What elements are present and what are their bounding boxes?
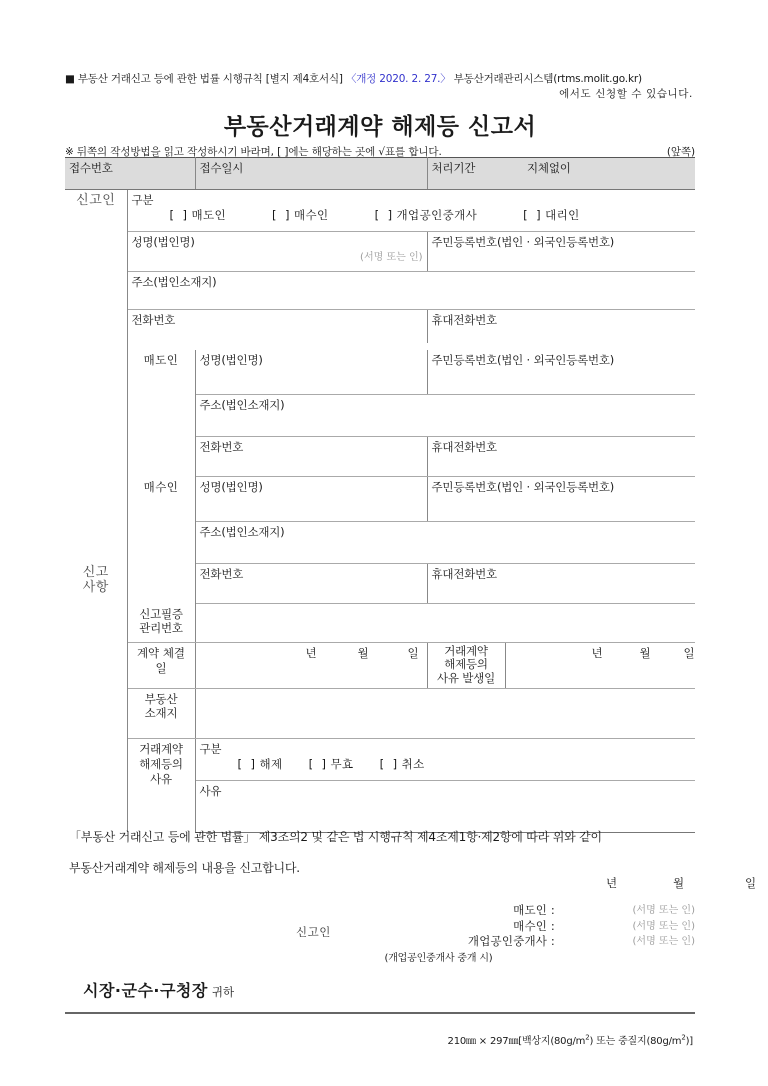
signature-agent-label: 개업공인중개사 :: [467, 934, 555, 948]
statement-date-year: 년: [606, 876, 618, 890]
checkbox-declarant-seller-label: 매도인: [191, 208, 226, 222]
seller-address-cell[interactable]: [195, 395, 695, 437]
cancel-date-label: [427, 642, 505, 688]
page-side-label: (앞쪽): [666, 146, 695, 158]
signature-seal-notes: [617, 903, 695, 950]
checkbox-declarant-proxy[interactable]: [ ] 대리인: [523, 208, 580, 222]
page-title: 부동산거래계약 해제등 신고서: [223, 114, 537, 140]
paper-spec-c: )]: [685, 1036, 693, 1047]
certificate-row: [65, 604, 695, 643]
checkbox-declarant-seller[interactable]: [ ] 매도인: [169, 208, 226, 222]
paper-spec-sup2: 2: [681, 1033, 686, 1042]
seller-name-label: 성명(법인명): [199, 353, 263, 367]
reason-type-options: [200, 757, 692, 772]
checkbox-declarant-proxy-label: 대리인: [545, 208, 580, 222]
processing-period-value: 지체없이: [505, 158, 695, 190]
declarant-id-cell[interactable]: [427, 232, 695, 272]
signature-seller-label: 매도인 :: [513, 903, 555, 917]
reason-type-label: 구분: [199, 741, 222, 756]
form-reference-line: [65, 72, 695, 87]
declarant-id-label: 주민등록번호(법인 · 외국인등록번호): [431, 235, 615, 249]
paper-spec-sup1: 2: [585, 1033, 590, 1042]
seller-name-row: [65, 350, 695, 395]
declaration-section-label-line1: 신고: [82, 565, 109, 580]
paper-spec: [65, 1032, 695, 1047]
contract-date-year: 년: [305, 645, 317, 660]
property-label-line1: 부동산: [144, 691, 178, 706]
seller-id-label: 주민등록번호(법인 · 외국인등록번호): [431, 353, 615, 367]
seller-phone-cell[interactable]: [195, 437, 427, 477]
checkbox-declarant-agent-label: 개업공인중개사: [396, 208, 478, 222]
seal-note-agent: (서명 또는 인): [632, 936, 695, 947]
checkbox-declarant-agent[interactable]: [ ] 개업공인중개사: [374, 208, 478, 222]
section-separator: [65, 343, 695, 350]
instruction-text: ※ 뒤쪽의 작성방법을 읽고 작성하시기 바라며, [ ]에는 해당하는 곳에 √표를 합니다.: [65, 146, 442, 158]
declarant-type-label: 구분: [131, 193, 154, 207]
declarant-type-row: [65, 190, 695, 232]
declarant-phone-row: [65, 310, 695, 344]
cancel-date-day: 일: [683, 645, 695, 660]
cancel-date-label-line2: 해제등의: [444, 657, 488, 671]
receipt-row: [65, 158, 695, 190]
seal-note-buyer: (서명 또는 인): [632, 920, 695, 932]
contract-date-month: 월: [357, 645, 369, 660]
seller-id-cell[interactable]: [427, 350, 695, 395]
statement-date: [65, 875, 757, 891]
cancel-date-label-line1: 거래계약: [444, 643, 488, 658]
declarant-address-cell[interactable]: [127, 272, 695, 310]
cancel-date-value-cell[interactable]: [505, 642, 695, 688]
certificate-label-line2: 관리번호: [139, 620, 183, 635]
seller-mobile-cell[interactable]: [427, 437, 695, 477]
buyer-name-row: [65, 477, 695, 522]
buyer-id-label: 주민등록번호(법인 · 외국인등록번호): [431, 480, 615, 494]
form-page: [65, 0, 757, 1086]
buyer-mobile-cell[interactable]: [427, 564, 695, 604]
buyer-id-cell[interactable]: [427, 477, 695, 522]
buyer-name-label: 성명(법인명): [199, 480, 263, 494]
reason-detail-label: 사유: [199, 783, 222, 798]
contract-date-day: 일: [407, 645, 419, 660]
statement-date-day: 일: [745, 876, 757, 890]
buyer-name-cell[interactable]: [195, 477, 427, 522]
property-label-line2: 소재지: [144, 705, 178, 720]
reason-type-cell: [195, 738, 695, 780]
contract-date-ymd: [200, 646, 423, 661]
certificate-label-line1: 신고필증: [139, 606, 183, 621]
buyer-phone-cell[interactable]: [195, 564, 427, 604]
signature-declarant-label: 신고인: [296, 925, 331, 939]
checkbox-reason-void-label: 무효: [330, 756, 354, 771]
property-value-cell[interactable]: [195, 688, 695, 738]
seller-name-cell[interactable]: [195, 350, 427, 395]
declarant-mobile-cell[interactable]: [427, 310, 695, 344]
buyer-mobile-label: 휴대전화번호: [431, 567, 497, 581]
declarant-type-cell: [127, 190, 695, 232]
addressee: [83, 978, 234, 1001]
signature-block: [65, 903, 695, 965]
receipt-number-label: 접수번호: [65, 158, 195, 190]
reason-type-row: [65, 738, 695, 780]
checkbox-reason-void[interactable]: [ ] 무효: [308, 756, 354, 771]
receipt-datetime-label: 접수일시: [195, 158, 427, 190]
declarant-type-options: [132, 208, 692, 223]
buyer-address-label: 주소(법인소재지): [199, 525, 285, 539]
reason-label-line1: 거래계약: [139, 741, 183, 756]
declarant-signature-note: (서명 또는 인): [360, 252, 423, 263]
declaration-section-label: [65, 350, 127, 832]
declarant-name-row: [65, 232, 695, 272]
declaration-section-label-line2: 사항: [82, 580, 109, 595]
reason-label: [127, 738, 195, 832]
legal-statement-line1: 「부동산 거래신고 등에 관한 법률」 제3조의2 및 같은 법 시행규칙 제4조제1항·제2항에 따라 위와 같이: [69, 830, 602, 844]
checkbox-reason-revoke[interactable]: [ ] 취소: [379, 756, 425, 771]
declarant-mobile-label: 휴대전화번호: [431, 313, 497, 327]
contract-date-label: 계약 체결일: [127, 642, 195, 688]
buyer-address-cell[interactable]: [195, 522, 695, 564]
declarant-name-cell[interactable]: [127, 232, 427, 272]
declarant-address-row: [65, 272, 695, 310]
buyer-phone-label: 전화번호: [199, 567, 244, 581]
certificate-label: [127, 604, 195, 643]
seller-phone-label: 전화번호: [199, 440, 244, 454]
seller-address-label: 주소(법인소재지): [199, 398, 285, 412]
form-table: [65, 157, 695, 833]
seal-note-seller: (서명 또는 인): [632, 905, 695, 916]
declarant-phone-label: 전화번호: [131, 313, 176, 327]
contract-date-value-cell[interactable]: [195, 642, 427, 688]
declarant-address-label: 주소(법인소재지): [131, 275, 217, 289]
paper-spec-b: ) 또는 중질지(80g/m: [589, 1036, 682, 1047]
reason-label-line3: 사유: [150, 771, 172, 786]
statement-date-month: 월: [673, 876, 685, 890]
checkbox-declarant-buyer[interactable]: [ ] 매수인: [272, 208, 329, 222]
declarant-name-label: 성명(법인명): [131, 235, 195, 249]
checkbox-reason-cancel-label: 해제: [259, 756, 283, 771]
form-reference: ■ 부동산 거래신고 등에 관한 법률 시행규칙 [별지 제4호서식]: [65, 73, 343, 85]
reason-label-line2: 해제등의: [139, 756, 183, 771]
paper-spec-a: 210㎜ × 297㎜[백상지(80g/m: [447, 1036, 586, 1047]
addressee-suffix: 귀하: [211, 985, 235, 999]
property-label: [127, 688, 195, 738]
buyer-label: 매수인: [127, 477, 195, 604]
legal-statement-line2: 부동산거래계약 해제등의 내용을 신고합니다.: [69, 861, 300, 875]
signature-buyer-label: 매수인 :: [513, 918, 555, 933]
seller-mobile-label: 휴대전화번호: [431, 440, 497, 454]
signature-rows: [345, 903, 555, 950]
addressee-title: 시장·군수·구청장: [83, 981, 208, 1000]
cancel-date-ymd: [510, 645, 695, 661]
checkbox-declarant-buyer-label: 매수인: [294, 208, 329, 222]
certificate-value-cell[interactable]: [195, 604, 695, 643]
seller-label: 매도인: [127, 350, 195, 477]
processing-period-label: 처리기간: [427, 158, 505, 190]
declarant-section-label: 신고인: [65, 190, 127, 351]
cancel-date-month: 월: [639, 645, 651, 660]
bottom-divider: [65, 1012, 695, 1014]
checkbox-reason-cancel[interactable]: [ ] 해제: [237, 756, 283, 771]
system-note-line2: 에서도 신청할 수 있습니다.: [559, 88, 693, 100]
cancel-date-year: 년: [591, 645, 603, 660]
cancel-date-label-line3: 사유 발생일: [437, 670, 496, 685]
contract-date-row: [65, 642, 695, 688]
revision-note: 〈개정 2020. 2. 27.〉: [345, 73, 451, 85]
checkbox-reason-revoke-label: 취소: [401, 756, 425, 771]
declarant-phone-cell[interactable]: [127, 310, 427, 344]
system-note-line1: 부동산거래관리시스템(rtms.molit.go.kr): [453, 73, 642, 85]
signature-agent-condition: (개업공인중개사 중개 시): [384, 953, 493, 964]
property-row: [65, 688, 695, 738]
